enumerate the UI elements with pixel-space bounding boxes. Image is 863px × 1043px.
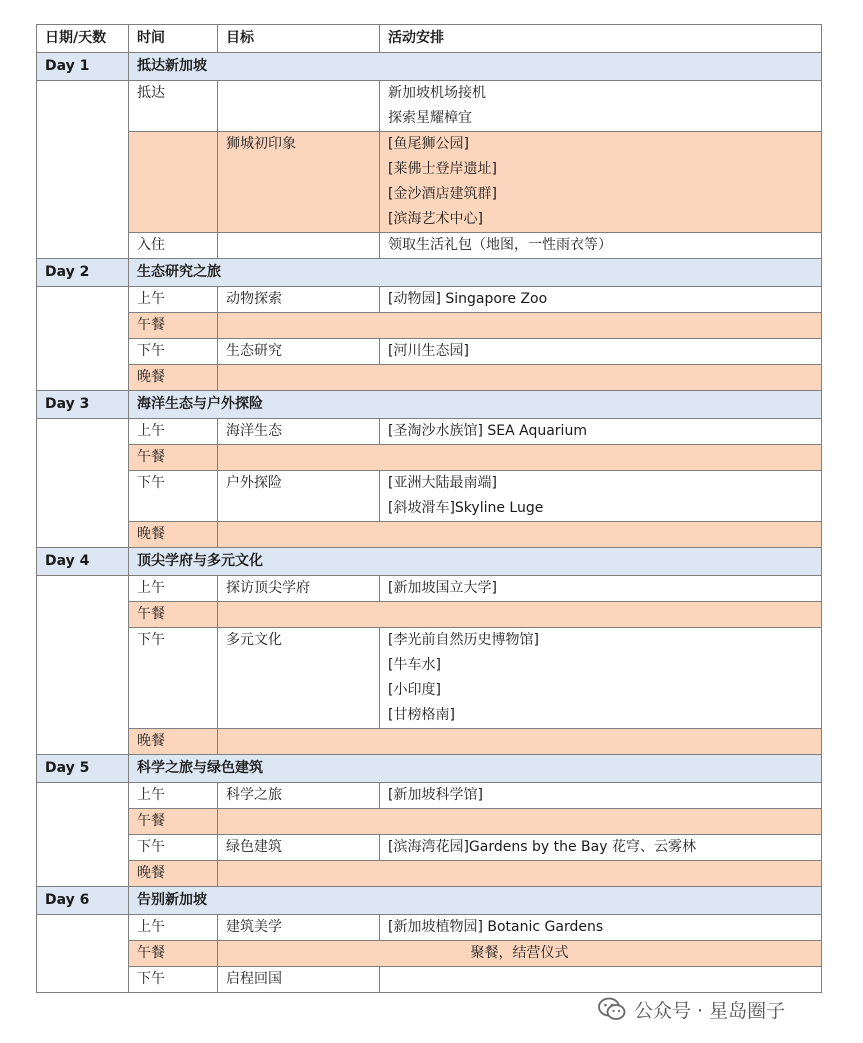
activity-item: [圣淘沙水族馆] SEA Aquarium	[388, 423, 587, 439]
time-cell: 下午	[129, 967, 218, 993]
activity-item: 领取生活礼包（地图，一性雨衣等）	[388, 237, 612, 253]
activities-cell	[380, 915, 822, 941]
table-body	[37, 53, 822, 993]
activity-item: 探索星耀樟宜	[388, 110, 472, 126]
goal-cell	[218, 81, 380, 132]
activities-cell	[380, 783, 822, 809]
activities-cell	[380, 471, 822, 522]
activities-cell	[380, 967, 822, 993]
goal-cell: 动物探索	[218, 287, 380, 313]
activity-item: [滨海艺术中心]	[388, 211, 483, 227]
activities-cell	[380, 132, 822, 233]
activity-item: [新加坡植物园] Botanic Gardens	[388, 919, 604, 935]
goal-cell: 启程回国	[218, 967, 380, 993]
time-cell	[129, 132, 218, 233]
meal-time: 晚餐	[129, 729, 218, 755]
meal-time: 午餐	[129, 602, 218, 628]
activity-row	[37, 419, 822, 445]
meal-row	[37, 809, 822, 835]
activity-item: [李光前自然历史博物馆]	[388, 632, 539, 648]
activity-item: [小印度]	[388, 682, 441, 698]
header-activities: 活动安排	[380, 25, 822, 53]
day-title: 抵达新加坡	[129, 53, 822, 81]
meal-time: 午餐	[129, 809, 218, 835]
time-cell: 上午	[129, 783, 218, 809]
day-row	[37, 53, 822, 81]
meal-time: 晚餐	[129, 522, 218, 548]
activity-row	[37, 835, 822, 861]
goal-cell: 户外探险	[218, 471, 380, 522]
watermark-text: 公众号 · 星岛圈子	[634, 999, 786, 1022]
day-label: Day 3	[37, 391, 129, 419]
activity-item: [牛车水]	[388, 657, 441, 673]
goal-cell: 科学之旅	[218, 783, 380, 809]
wechat-icon	[598, 997, 626, 1021]
day-blank-cell	[37, 81, 129, 259]
activity-item: [鱼尾狮公园]	[388, 136, 469, 152]
time-cell: 上午	[129, 419, 218, 445]
table-header-row	[37, 25, 822, 53]
activities-cell	[380, 419, 822, 445]
day-blank-cell	[37, 576, 129, 755]
activity-item: 新加坡机场接机	[388, 85, 486, 101]
activity-item: [斜坡滑车]Skyline Luge	[388, 500, 544, 516]
goal-cell: 生态研究	[218, 339, 380, 365]
itinerary-table	[36, 24, 822, 993]
day-row	[37, 887, 822, 915]
day-blank-cell	[37, 419, 129, 548]
activities-cell	[380, 233, 822, 259]
activity-row	[37, 628, 822, 729]
header-time: 时间	[129, 25, 218, 53]
activity-item: [莱佛士登岸遗址]	[388, 161, 497, 177]
meal-row	[37, 729, 822, 755]
meal-row	[37, 445, 822, 471]
meal-note	[218, 809, 822, 835]
time-cell: 下午	[129, 835, 218, 861]
meal-note	[218, 313, 822, 339]
meal-time: 午餐	[129, 313, 218, 339]
activity-item: [新加坡国立大学]	[388, 580, 497, 596]
day-label: Day 5	[37, 755, 129, 783]
meal-time: 午餐	[129, 445, 218, 471]
activity-item: [新加坡科学馆]	[388, 787, 483, 803]
meal-time: 晚餐	[129, 365, 218, 391]
meal-row	[37, 941, 822, 967]
goal-cell: 海洋生态	[218, 419, 380, 445]
activity-row	[37, 783, 822, 809]
day-label: Day 6	[37, 887, 129, 915]
day-title: 科学之旅与绿色建筑	[129, 755, 822, 783]
goal-cell	[218, 233, 380, 259]
meal-note	[218, 861, 822, 887]
day-blank-cell	[37, 287, 129, 391]
activities-cell	[380, 339, 822, 365]
goal-cell: 狮城初印象	[218, 132, 380, 233]
day-row	[37, 391, 822, 419]
meal-row	[37, 313, 822, 339]
meal-note	[218, 602, 822, 628]
day-label: Day 2	[37, 259, 129, 287]
watermark	[598, 994, 785, 1024]
activities-cell	[380, 81, 822, 132]
meal-time: 午餐	[129, 941, 218, 967]
activity-item: [动物园] Singapore Zoo	[388, 291, 548, 307]
activity-item: [甘榜格南]	[388, 707, 455, 723]
activity-row	[37, 967, 822, 993]
day-label: Day 1	[37, 53, 129, 81]
day-label: Day 4	[37, 548, 129, 576]
activity-row	[37, 81, 822, 132]
activity-item: [金沙酒店建筑群]	[388, 186, 497, 202]
day-row	[37, 259, 822, 287]
activities-cell	[380, 576, 822, 602]
meal-note	[218, 445, 822, 471]
day-title: 告别新加坡	[129, 887, 822, 915]
goal-cell: 多元文化	[218, 628, 380, 729]
meal-note	[218, 729, 822, 755]
activity-item: [河川生态园]	[388, 343, 469, 359]
day-blank-cell	[37, 915, 129, 993]
time-cell: 下午	[129, 339, 218, 365]
day-row	[37, 548, 822, 576]
time-cell: 入住	[129, 233, 218, 259]
time-cell: 下午	[129, 471, 218, 522]
time-cell: 上午	[129, 915, 218, 941]
goal-cell: 绿色建筑	[218, 835, 380, 861]
day-title: 海洋生态与户外探险	[129, 391, 822, 419]
meal-time: 晚餐	[129, 861, 218, 887]
activity-row	[37, 915, 822, 941]
activity-item: [亚洲大陆最南端]	[388, 475, 497, 491]
activity-row	[37, 132, 822, 233]
activity-row	[37, 576, 822, 602]
day-title: 顶尖学府与多元文化	[129, 548, 822, 576]
meal-row	[37, 861, 822, 887]
meal-row	[37, 365, 822, 391]
activity-row	[37, 339, 822, 365]
goal-cell: 探访顶尖学府	[218, 576, 380, 602]
activity-row	[37, 287, 822, 313]
day-row	[37, 755, 822, 783]
time-cell: 上午	[129, 287, 218, 313]
activities-cell	[380, 287, 822, 313]
meal-row	[37, 602, 822, 628]
day-title: 生态研究之旅	[129, 259, 822, 287]
activity-item: [滨海湾花园]Gardens by the Bay 花穹、云雾林	[388, 839, 696, 855]
header-goal: 目标	[218, 25, 380, 53]
meal-row	[37, 522, 822, 548]
time-cell: 抵达	[129, 81, 218, 132]
activity-row	[37, 471, 822, 522]
activity-row	[37, 233, 822, 259]
header-day: 日期/天数	[37, 25, 129, 53]
activities-cell	[380, 835, 822, 861]
time-cell: 下午	[129, 628, 218, 729]
time-cell: 上午	[129, 576, 218, 602]
meal-note	[218, 522, 822, 548]
day-blank-cell	[37, 783, 129, 887]
meal-note: 聚餐，结营仪式	[218, 941, 822, 967]
goal-cell: 建筑美学	[218, 915, 380, 941]
activities-cell	[380, 628, 822, 729]
meal-note	[218, 365, 822, 391]
